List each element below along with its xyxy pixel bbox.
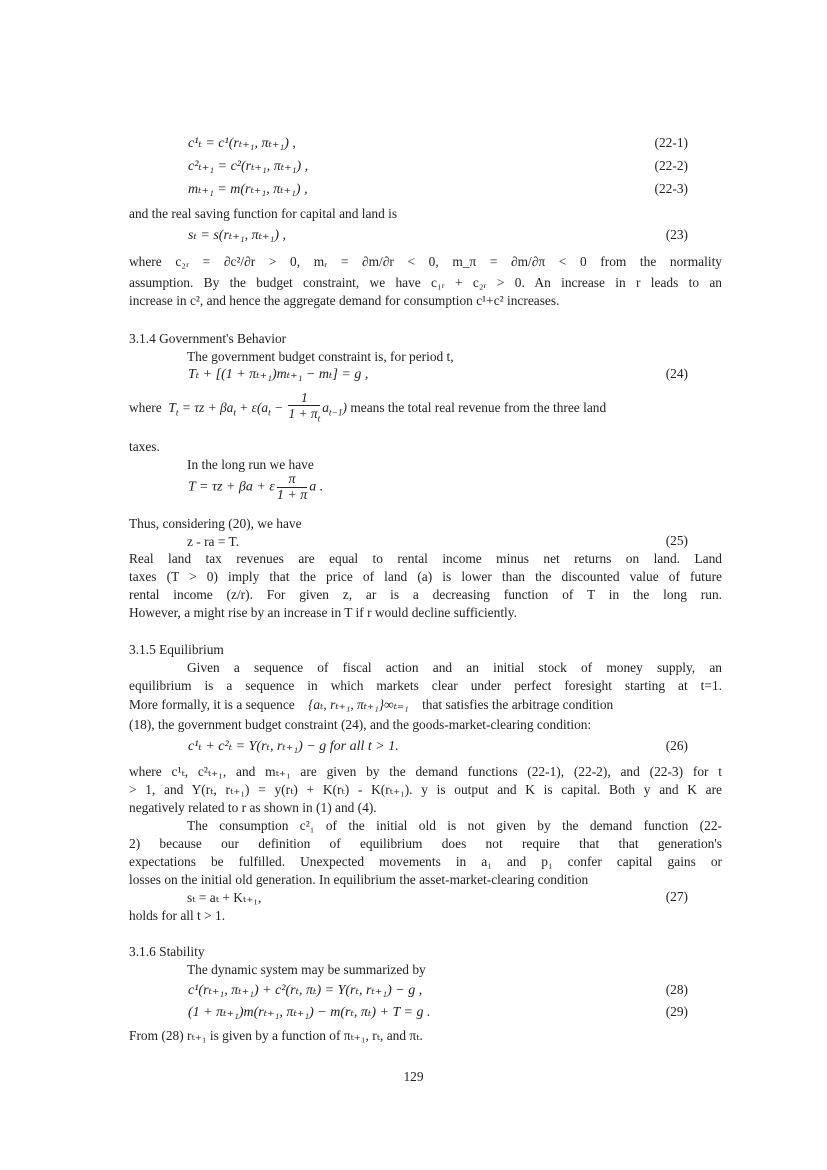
text-where: where xyxy=(129,399,162,415)
equation-26: c¹ₜ + c²ₜ = Y(rₜ, rₜ₊₁) − g for all t > 1. xyxy=(188,739,399,754)
section-heading-stability: 3.1.6 Stability xyxy=(129,944,205,959)
text-line: where c₂ᵣ = ∂c²/∂r > 0, mᵣ = ∂m/∂r < 0, m_π = ∂m/∂π < 0 from the normality xyxy=(129,254,722,269)
text-fragment: More formally, it is a sequence xyxy=(129,697,295,712)
text-line: assumption. By the budget constraint, we have c₁ᵣ + c₂ᵣ > 0. An increase in r leads to an xyxy=(129,275,722,290)
equation-number-22-1: (22-1) xyxy=(654,135,688,150)
equation-22-1: c¹ₜ = c¹(rₜ₊₁, πₜ₊₁) , xyxy=(188,136,296,151)
text-line: losses on the initial old generation. In equilibrium the asset-market-clearing condition xyxy=(129,872,589,887)
equation-number-22-2: (22-2) xyxy=(654,158,688,173)
text-line: negatively related to r as shown in (1) and (4). xyxy=(129,800,377,815)
text-line: where c¹ₜ, c²ₜ₊₁, and mₜ₊₁ are given by the demand functions (22-1), (22-2), and (22-3) for t xyxy=(129,764,722,779)
equation-long-run-tax: T = τz + βa + ε $\frac{\pi}{1 + \pi}$ a . xyxy=(188,472,324,503)
equation-number-26: (26) xyxy=(665,738,688,753)
equation-27: sₜ = aₜ + Kₜ₊₁, xyxy=(187,890,262,905)
equation-number-22-3: (22-3) xyxy=(654,181,688,196)
text-line: Real land tax revenues are equal to rental income minus net returns on land. Land xyxy=(129,551,722,566)
text-line: From (28) rₜ₊₁ is given by a function of πₜ₊₁, rₜ, and πₜ. xyxy=(129,1028,423,1043)
text-fragment: that satisfies the arbitrage condition xyxy=(422,697,614,712)
text-line: expectations be fulfilled. Unexpected movements in a₁ and p₁ confer capital gains or xyxy=(129,854,722,869)
section-heading-equilibrium: 3.1.5 Equilibrium xyxy=(129,642,224,657)
sequence-notation: {aₜ, rₜ₊₁, πₜ₊₁}∞ₜ₌₁ xyxy=(308,697,409,712)
text-line: Thus, considering (20), we have xyxy=(129,516,302,531)
text-line: However, a might rise by an increase in T if r would decline sufficiently. xyxy=(129,605,517,620)
text-line: > 1, and Y(rₜ, rₜ₊₁) = y(rₜ) + K(rₜ) - K(rₜ₊₁). y is output and K is capital. Both y and K are xyxy=(129,782,722,797)
text-line: taxes (T > 0) imply that the price of land (a) is lower than the discounted value of future xyxy=(129,569,722,584)
text-line: Given a sequence of fiscal action and an initial stock of money supply, an xyxy=(187,660,722,675)
equation-22-2: c²ₜ₊₁ = c²(rₜ₊₁, πₜ₊₁) , xyxy=(188,159,309,174)
tax-formula: $T_t = \tau z + \beta a_t + \varepsilon(a_t$ − $\frac{1}{1 + \pi_t}$ $a_{t-1}$) xyxy=(165,390,347,425)
text-line: taxes. xyxy=(129,439,160,454)
equation-29: (1 + πₜ₊₁)m(rₜ₊₁, πₜ₊₁) − m(rₜ, πₜ) + T = g . xyxy=(188,1005,431,1020)
text-line: equilibrium is a sequence in which markets clear under perfect foresight starting at t=1. xyxy=(129,678,722,693)
text-line: holds for all t > 1. xyxy=(129,908,226,923)
text-line: In the long run we have xyxy=(187,457,314,472)
text-line: 2) because our definition of equilibrium does not require that that generation's xyxy=(129,836,722,851)
tax-definition-line xyxy=(129,390,722,424)
page-number: 129 xyxy=(403,1069,424,1084)
equation-number-23: (23) xyxy=(665,227,688,242)
equation-number-29: (29) xyxy=(665,1004,688,1019)
equation-number-27: (27) xyxy=(665,889,688,904)
equation-22-3: mₜ₊₁ = m(rₜ₊₁, πₜ₊₁) , xyxy=(188,182,308,197)
text-line: rental income (z/r). For given z, ar is a decreasing function of T in the long run. xyxy=(129,587,722,602)
equation-23: sₜ = s(rₜ₊₁, πₜ₊₁) , xyxy=(188,228,286,243)
text-means: means the total real revenue from the three land xyxy=(350,399,607,415)
text-line: (18), the government budget constraint (24), and the goods-market-clearing condition: xyxy=(129,717,592,732)
section-heading-government: 3.1.4 Government's Behavior xyxy=(129,331,287,346)
text-line: The consumption c²₁ of the initial old is not given by the demand function (22- xyxy=(187,818,722,833)
text-line: The government budget constraint is, for period t, xyxy=(187,349,454,364)
equation-number-28: (28) xyxy=(665,982,688,997)
text-line: increase in c², and hence the aggregate demand for consumption c¹+c² increases. xyxy=(129,293,560,308)
text-line: The dynamic system may be summarized by xyxy=(187,962,426,977)
equation-number-25: (25) xyxy=(665,533,688,548)
equation-28: c¹(rₜ₊₁, πₜ₊₁) + c²(rₜ, πₜ) = Y(rₜ, rₜ₊₁) − g , xyxy=(188,983,423,998)
text-line: and the real saving function for capital and land is xyxy=(129,206,398,221)
equation-25: z - ra = T. xyxy=(187,534,240,549)
equation-number-24: (24) xyxy=(665,366,688,381)
text-line xyxy=(129,696,722,713)
equation-24: Tₜ + [(1 + πₜ₊₁)mₜ₊₁ − mₜ] = g , xyxy=(188,367,369,382)
